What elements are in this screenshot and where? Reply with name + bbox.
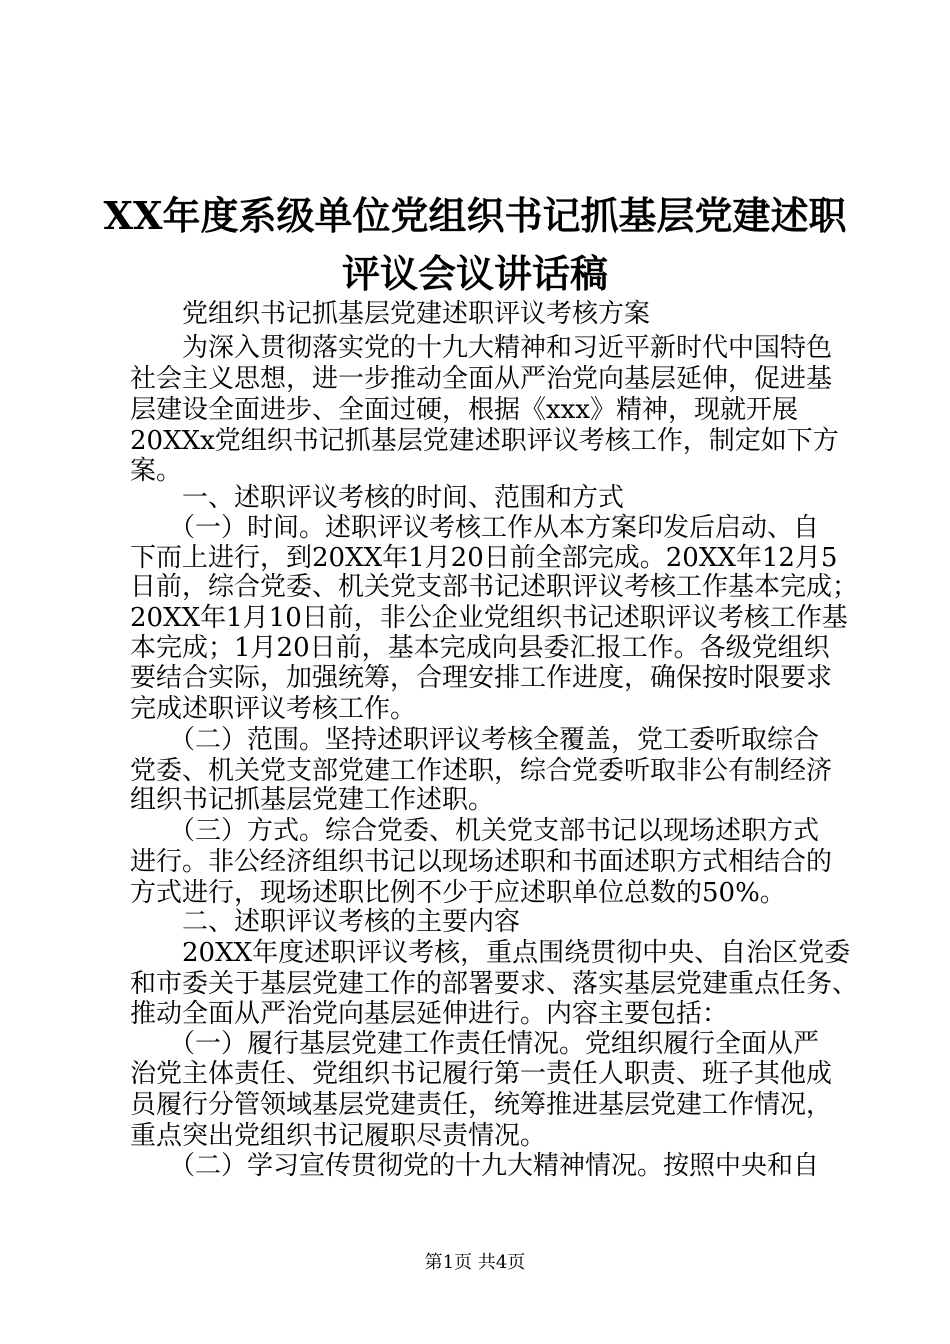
text-line: （二）学习宣传贯彻党的十九大精神情况。按照中央和自 — [130, 1151, 820, 1181]
text-line: 员履行分管领域基层党建责任，统筹推进基层党建工作情况， — [130, 1090, 833, 1120]
text-line: 要结合实际，加强统筹，合理安排工作进度，确保按时限要求 — [130, 663, 833, 693]
text-line: 一、述职评议考核的时间、范围和方式 — [130, 483, 625, 513]
text-line: 组织书记抓基层党建工作述职。 — [130, 785, 495, 815]
text-line: （二）范围。坚持述职评议考核全覆盖，党工委听取综合 — [130, 725, 820, 755]
text-line: 日前，综合党委、机关党支部书记述职评议考核工作基本完成； — [130, 572, 859, 602]
text-line: 完成述职评议考核工作。 — [130, 694, 417, 724]
text-line: 20XX年1月10日前，非公企业党组织书记述职评议考核工作基 — [130, 603, 848, 633]
text-line: （三）方式。综合党委、机关党支部书记以现场述职方式 — [130, 816, 820, 846]
text-line: （一）履行基层党建工作责任情况。党组织履行全面从严 — [130, 1029, 820, 1059]
text-line: 20XX年度述职评议考核，重点围绕贯彻中央、自治区党委 — [130, 938, 851, 968]
document-title-line-1: XX年度系级单位党组织书记抓基层党建述职 — [103, 193, 847, 238]
text-line: 20XXx党组织书记抓基层党建述职评议考核工作，制定如下方 — [130, 426, 839, 456]
text-line: 社会主义思想，进一步推动全面从严治党向基层延伸，促进基 — [130, 364, 833, 394]
text-line: 方式进行，现场述职比例不少于应述职单位总数的50%。 — [130, 878, 786, 908]
text-line: 推动全面从严治党向基层延伸进行。内容主要包括： — [130, 999, 729, 1029]
text-line: 层建设全面进步、全面过硬，根据《xxx》精神，现就开展 — [130, 395, 798, 425]
text-line: 二、述职评议考核的主要内容 — [130, 907, 521, 937]
text-line: 进行。非公经济组织书记以现场述职和书面述职方式相结合的 — [130, 847, 833, 877]
text-line: 案。 — [130, 456, 183, 486]
text-line: 治党主体责任、党组织书记履行第一责任人职责、班子其他成 — [130, 1059, 833, 1089]
text-line: 党委、机关党支部党建工作述职，综合党委听取非公有制经济 — [130, 756, 833, 786]
document-title-line-2: 评议会议讲话稿 — [341, 251, 608, 296]
text-line: 本完成；1月20日前，基本完成向县委汇报工作。各级党组织 — [130, 633, 830, 663]
text-line: 党组织书记抓基层党建述职评议考核方案 — [130, 299, 651, 329]
text-line: 下而上进行，到20XX年1月20日前全部完成。20XX年12月5 — [130, 543, 838, 573]
text-line: 重点突出党组织书记履职尽责情况。 — [130, 1121, 547, 1151]
text-line: 为深入贯彻落实党的十九大精神和习近平新时代中国特色 — [130, 333, 833, 363]
text-line: （一）时间。述职评议考核工作从本方案印发后启动、自 — [130, 513, 820, 543]
page-number-footer: 第1页 共4页 — [424, 1252, 526, 1273]
text-line: 和市委关于基层党建工作的部署要求、落实基层党建重点任务、 — [130, 969, 859, 999]
